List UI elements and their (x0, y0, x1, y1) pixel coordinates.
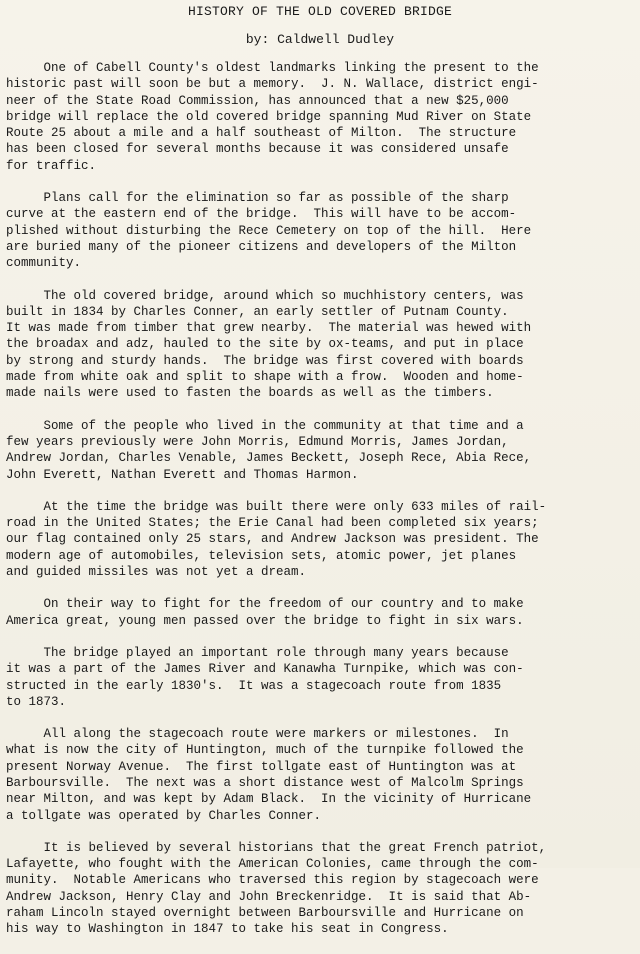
text-line: It was made from timber that grew nearby. The material was hewed with (6, 321, 532, 336)
text-line: it was a part of the James River and Kanawha Turnpike, which was con- (6, 662, 524, 677)
text-line: Andrew Jackson, Henry Clay and John Breckenridge. It is said that Ab- (6, 889, 532, 904)
text-line: modern age of automobiles, television sets, atomic power, jet planes (6, 548, 517, 563)
text-line: what is now the city of Huntington, much of the turnpike followed the (6, 743, 524, 758)
text-line: Andrew Jordan, Charles Venable, James Beckett, Joseph Rece, Abia Rece, (6, 451, 532, 466)
text-line: to 1873. (6, 694, 67, 709)
paragraph (6, 60, 638, 174)
text-line: One of Cabell County's oldest landmarks linking the present to the (6, 61, 539, 75)
text-line: a tollgate was operated by Charles Conner. (6, 808, 322, 823)
paragraph (6, 418, 638, 483)
text-line: The bridge played an important role through many years because (6, 645, 509, 660)
paragraph (6, 288, 638, 402)
text-line: and guided missiles was not yet a dream. (6, 565, 307, 580)
text-line: America great, young men passed over the bridge to fight in six wars. (6, 613, 524, 628)
text-line: munity. Notable Americans who traversed this region by stagecoach were (6, 873, 539, 888)
text-line: the broadax and adz, hauled to the site by ox-teams, and put in place (6, 337, 524, 352)
text-line: Plans call for the elimination so far as possible of the sharp (6, 191, 509, 206)
text-line: At the time the bridge was built there were only 633 miles of rail- (6, 499, 547, 514)
text-line: by strong and sturdy hands. The bridge was first covered with boards (6, 353, 524, 368)
document-byline: by: Caldwell Dudley (245, 32, 395, 47)
text-line: are buried many of the pioneer citizens and developers of the Milton (6, 239, 517, 254)
text-line: Barboursville. The next was a short distance west of Malcolm Springs (6, 775, 524, 790)
text-line: Route 25 about a mile and a half southeast of Milton. The structure (6, 126, 517, 141)
text-line: community. (6, 256, 82, 271)
paragraph (6, 726, 638, 824)
text-line: structed in the early 1830's. It was a stagecoach route from 1835 (6, 678, 502, 693)
text-line: Some of the people who lived in the community at that time and a (6, 418, 524, 433)
text-line: It is believed by several historians that the great French patriot, (6, 840, 547, 855)
paragraph (6, 840, 638, 938)
text-line: our flag contained only 25 stars, and Andrew Jackson was president. The (6, 532, 539, 547)
text-line: historic past will soon be but a memory. J. N. Wallace, district engi- (6, 77, 539, 92)
paragraph (6, 596, 638, 629)
text-line: present Norway Avenue. The first tollgate east of Huntington was at (6, 759, 517, 774)
text-line: curve at the eastern end of the bridge. This will have to be accom- (6, 207, 517, 222)
document-body (6, 60, 638, 954)
text-line: plished without disturbing the Rece Cemetery on top of the hill. Here (6, 223, 532, 238)
text-line: built in 1834 by Charles Conner, an early settler of Putnam County. (6, 304, 509, 319)
text-line: road in the United States; the Erie Canal had been completed six years; (6, 516, 539, 531)
text-line: near Milton, and was kept by Adam Black. In the vicinity of Hurricane (6, 792, 532, 807)
text-line: All along the stagecoach route were markers or milestones. In (6, 727, 509, 742)
paragraph (6, 190, 638, 271)
text-line: for traffic. (6, 158, 97, 173)
text-line: few years previously were John Morris, Edmund Morris, James Jordan, (6, 434, 509, 449)
paragraph (6, 499, 638, 580)
paragraph (6, 645, 638, 710)
text-line: On their way to fight for the freedom of our country and to make (6, 597, 524, 612)
text-line: John Everett, Nathan Everett and Thomas Harmon. (6, 467, 359, 482)
text-line: made nails were used to fasten the boards as well as the timbers. (6, 386, 494, 401)
text-line: has been closed for several months because it was considered unsafe (6, 142, 509, 157)
text-line: Lafayette, who fought with the American Colonies, came through the com- (6, 857, 539, 872)
text-line: raham Lincoln stayed overnight between Barboursville and Hurricane on (6, 906, 524, 921)
text-line: his way to Washington in 1847 to take his seat in Congress. (6, 922, 449, 937)
text-line: neer of the State Road Commission, has announced that a new $25,000 (6, 93, 509, 108)
text-line: bridge will replace the old covered bridge spanning Mud River on State (6, 109, 532, 124)
text-line: made from white oak and split to shape with a frow. Wooden and home- (6, 370, 524, 385)
document-title: HISTORY OF THE OLD COVERED BRIDGE (187, 4, 453, 19)
text-line: The old covered bridge, around which so muchhistory centers, was (6, 288, 524, 303)
